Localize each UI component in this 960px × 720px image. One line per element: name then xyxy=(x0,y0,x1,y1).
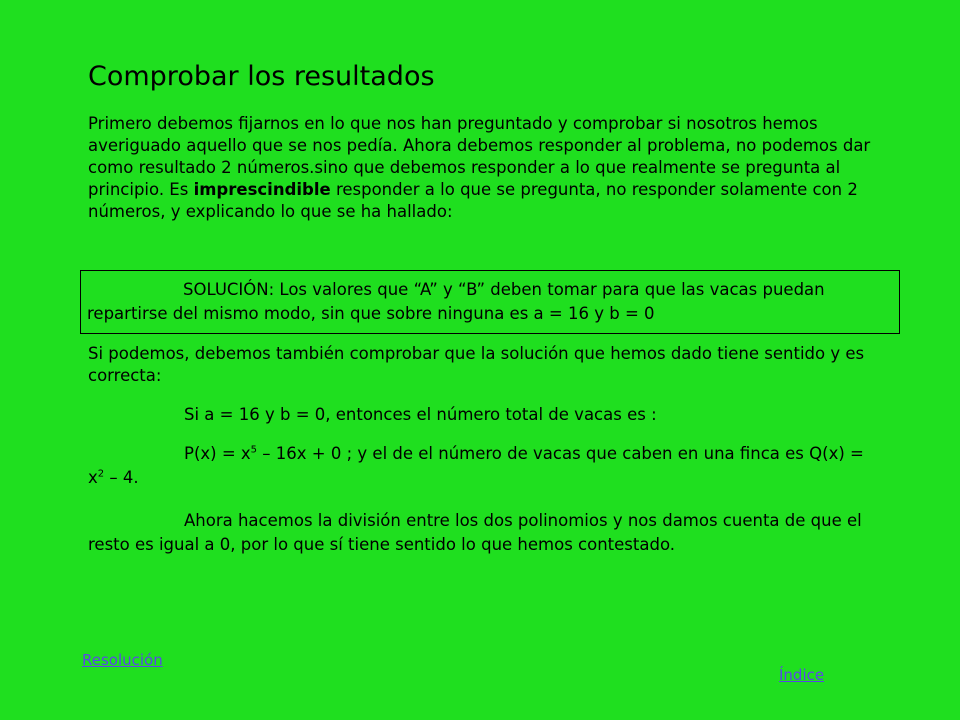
values-paragraph xyxy=(88,404,878,426)
indice-link[interactable]: Índice xyxy=(779,666,825,684)
emphasis-text: imprescindible xyxy=(193,180,331,199)
q-suffix: – 4. xyxy=(104,468,139,487)
polynomials-paragraph xyxy=(88,442,878,490)
values-text: Si a = 16 y b = 0, entonces el número total de vacas es : xyxy=(184,405,657,424)
resolucion-link[interactable]: Resolución xyxy=(82,651,163,669)
division-paragraph xyxy=(88,509,878,557)
slide-title: Comprobar los resultados xyxy=(88,61,435,92)
intro-text-start: Primero debemos fijarnos en lo que nos han preguntado y comprobar si nosotros hemos averiguado aquello que se nos pedía. Ahora debemos responder al problema, no podemos dar como resultado 2 números.sino que debemos responder a lo que realmente se pregunta al principio. Es xyxy=(88,114,871,199)
p-prefix: P(x) = x xyxy=(184,444,251,463)
q-exponent: 2 xyxy=(97,468,105,480)
division-text: Ahora hacemos la división entre los dos polinomios y nos damos cuenta de que el resto es igual a 0, por lo que sí tiene sentido lo que hemos contestado. xyxy=(88,511,862,554)
solution-text: SOLUCIÓN: Los valores que “A” y “B” deben tomar para que las vacas puedan repartirse del mismo modo, sin que sobre ninguna es a = 16 y b = 0 xyxy=(87,280,825,323)
p-exponent: 5 xyxy=(250,444,258,456)
solution-box xyxy=(80,270,900,334)
intro-text-end: responder a lo que se pregunta, no responder solamente con 2 números, y explicando lo que se ha hallado: xyxy=(88,180,858,221)
p-middle: – 16x + 0 ; y el de el número de vacas que caben en una finca es Q(x) = x xyxy=(88,444,864,487)
check-paragraph: Si podemos, debemos también comprobar que la solución que hemos dado tiene sentido y es correcta: xyxy=(88,344,865,385)
intro-paragraph xyxy=(88,113,878,223)
